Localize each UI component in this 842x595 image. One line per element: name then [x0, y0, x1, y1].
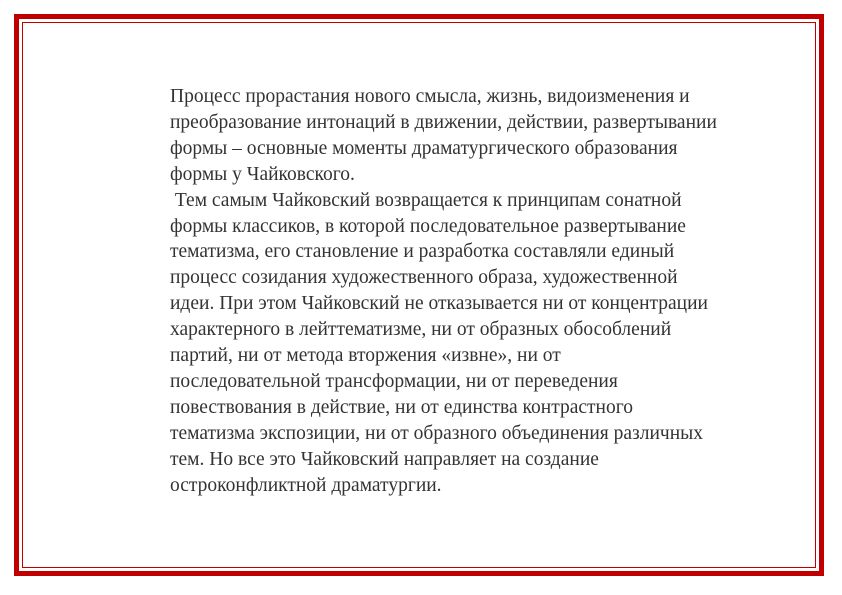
body-text-line: формы у Чайковского. — [170, 163, 355, 185]
body-text — [170, 84, 790, 499]
body-text-line: Тем самым Чайковский возвращается к принципам сонатной — [170, 189, 682, 211]
body-text-line: партий, ни от метода вторжения «извне», ни от — [170, 345, 561, 367]
body-text-line: процесс созидания художественного образа, художественной — [170, 267, 678, 289]
body-text-line: характерного в лейттематизме, ни от образных обособлений — [170, 319, 672, 341]
body-text-line: тематизма экспозиции, ни от образного объединения различных — [170, 422, 703, 444]
body-text-line: Процесс прорастания нового смысла, жизнь, видоизменения и — [170, 86, 690, 107]
body-text-line: тем. Но все это Чайковский направляет на создание — [170, 448, 599, 470]
body-text-line: повествования в действие, ни от единства контрастного — [170, 396, 634, 418]
body-text-line: последовательной трансформации, ни от переведения — [170, 370, 618, 392]
body-text-line: преобразование интонаций в движении, действии, развертывании — [170, 111, 717, 133]
body-text-line: формы классиков, в которой последовательное развертывание — [170, 215, 686, 237]
body-text-line: идеи. При этом Чайковский не отказывается ни от концентрации — [170, 293, 708, 315]
body-text-line: остроконфликтной драматургии. — [170, 474, 442, 496]
body-text-line: тематизма, его становление и разработка составляли единый — [170, 241, 675, 263]
body-text-line: формы – основные моменты драматургического образования — [170, 137, 678, 159]
